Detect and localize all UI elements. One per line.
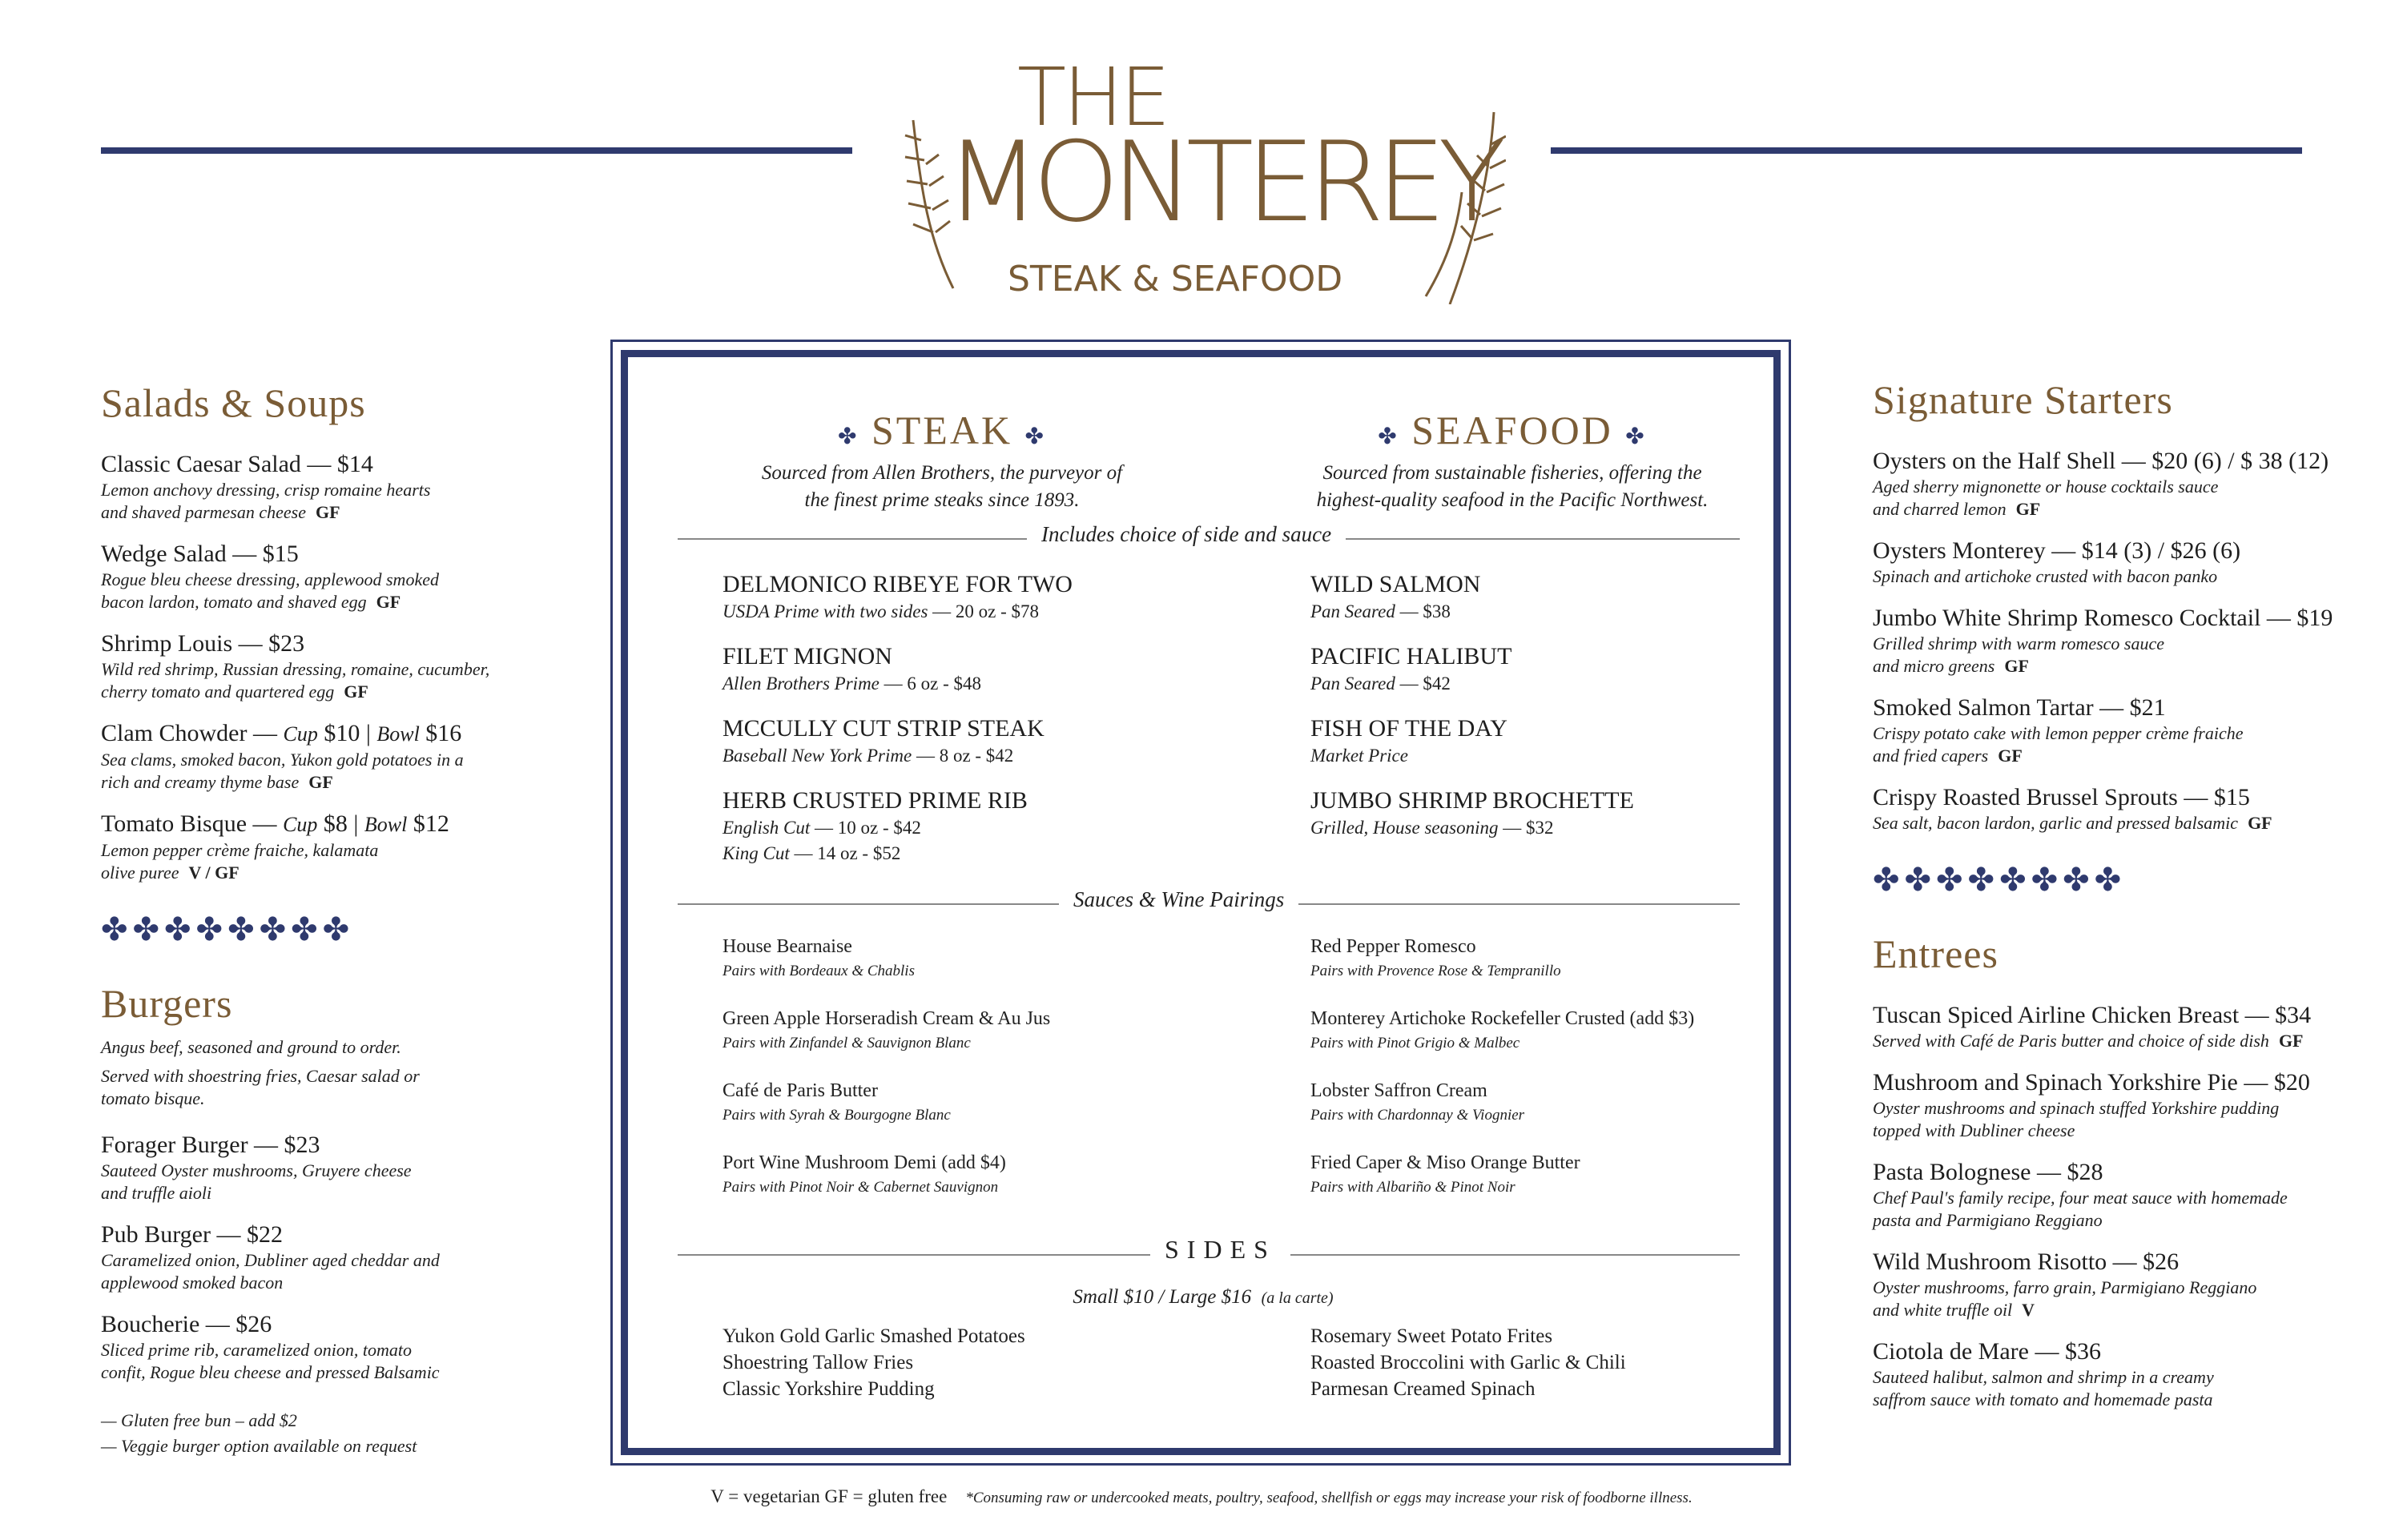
sauce-item: Café de Paris Butter Pairs with Syrah & Bourgogne Blanc — [723, 1080, 951, 1124]
menu-item: Oysters Monterey — $14 (3) / $26 (6) Spinach and artichoke crusted with bacon panko — [1873, 537, 2241, 586]
sauces-right-list — [1310, 934, 1759, 1222]
side-item: Parmesan Creamed Spinach — [1310, 1378, 1536, 1400]
menu-item: Forager Burger — $23 Sauteed Oyster mushrooms, Gruyere cheese and truffle aioli — [101, 1132, 412, 1203]
side-item: Yukon Gold Garlic Smashed Potatoes — [723, 1325, 1025, 1347]
seafood-item: FISH OF THE DAY Market Price — [1310, 715, 1507, 766]
logo-monterey: MONTEREY — [945, 118, 1498, 247]
menu-item: Pasta Bolognese — $28 Chef Paul's family recipe, four meat sauce with homemade pasta and Parmigiano Reggiano — [1873, 1159, 2288, 1230]
side-item: Rosemary Sweet Potato Frites — [1310, 1325, 1553, 1347]
menu-item: Shrimp Louis — $23 Wild red shrimp, Russian dressing, romaine, cucumber, cherry tomato and quartered egg GF — [101, 630, 490, 702]
salads-soups-title: Salads & Soups — [101, 380, 366, 425]
menu-item: Tuscan Spiced Airline Chicken Breast — $34 Served with Café de Paris butter and choice of side dish GF — [1873, 1002, 2312, 1051]
menu-item: Mushroom and Spinach Yorkshire Pie — $20 Oyster mushrooms and spinach stuffed Yorkshire pudding topped with Dubliner cheese — [1873, 1069, 2310, 1140]
header-rule-right — [1551, 147, 2302, 154]
entrees-title: Entrees — [1873, 931, 1998, 976]
menu-item: Jumbo White Shrimp Romesco Cocktail — $19 Grilled shrimp with warm romesco sauce and micro greens GF — [1873, 605, 2333, 676]
sauces-left-list — [723, 934, 1283, 1222]
sauce-item: Lobster Saffron Cream Pairs with Chardonnay & Viognier — [1310, 1080, 1525, 1124]
center-menu-inner — [621, 350, 1781, 1455]
menu-item: Smoked Salmon Tartar — $21 Crispy potato cake with lemon pepper crème fraiche and fried capers GF — [1873, 694, 2244, 766]
seafood-item: PACIFIC HALIBUT Pan Seared — $42 — [1310, 643, 1512, 694]
menu-item: Tomato Bisque — Cup $8 | Bowl $12 Lemon pepper crème fraiche, kalamata olive puree V / GF — [101, 810, 449, 883]
seafood-subtitle: Sourced from sustainable fisheries, offering the highest-quality seafood in the Pacific Northwest. — [1316, 462, 1709, 511]
steak-item: FILET MIGNON Allen Brothers Prime — 6 oz - $48 — [723, 643, 982, 694]
sides-label: SIDES — [1150, 1235, 1290, 1265]
logo-the: THE — [1017, 50, 1168, 144]
menu-item: Classic Caesar Salad — $14 Lemon anchovy dressing, crisp romaine hearts and shaved parmesan cheese GF — [101, 451, 431, 522]
sauce-item: Monterey Artichoke Rockefeller Crusted (add $3) Pairs with Pinot Grigio & Malbec — [1310, 1008, 1695, 1051]
sides-price: Small $10 / Large $16 (a la carte) — [1073, 1286, 1334, 1308]
seafood-title: ✤ SEAFOOD ✤ — [1378, 408, 1647, 452]
footer — [0, 1486, 2403, 1507]
menu-item: Wild Mushroom Risotto — $26 Oyster mushrooms, farro grain, Parmigiano Reggiano and white truffle oil V — [1873, 1248, 2257, 1320]
steak-item: MCCULLY CUT STRIP STEAK Baseball New York Prime — 8 oz - $42 — [723, 715, 1045, 766]
menu-item: Ciotola de Mare — $36 Sauteed halibut, salmon and shrimp in a creamy saffrom sauce with tomato and homemade pasta — [1873, 1338, 2214, 1409]
steak-item: DELMONICO RIBEYE FOR TWO USDA Prime with two sides — 20 oz - $78 — [723, 571, 1073, 621]
sauce-item: Fried Caper & Miso Orange Butter Pairs with Albariño & Pinot Noir — [1310, 1152, 1580, 1196]
menu-item: Oysters on the Half Shell — $20 (6) / $ 38 (12) Aged sherry mignonette or house cocktails sauce and charred lemon GF — [1873, 448, 2329, 519]
menu-item: Boucherie — $26 Sliced prime rib, caramelized onion, tomato confit, Rogue bleu cheese and pressed Balsamic — [101, 1311, 440, 1382]
right-column — [1873, 376, 2369, 1427]
seafood-item: WILD SALMON Pan Seared — $38 — [1310, 571, 1481, 621]
food-warning: *Consuming raw or undercooked meats, poultry, seafood, shellfish or eggs may increase your risk of foodborne illness. — [965, 1490, 1693, 1506]
sauce-item: House Bearnaise Pairs with Bordeaux & Chablis — [723, 936, 915, 979]
side-item: Shoestring Tallow Fries — [723, 1352, 914, 1373]
left-column: Salads & Soups Classic Caesar Salad — $14 Lemon anchovy dressing, crisp romaine hearts and shaved parmesan cheese GF Wedge Salad — $15 Rogue bleu cheese dressing, applewood smoked bacon lardon, tomato and shaved egg GF Shrimp Louis — $23 Wild red shrimp, Russian dressing, romaine, cucumber, cherry tomato and quartered egg GF Clam Chowder — Cup $10 | Bowl $16 Sea clams, smoked bacon, Yukon gold potatoes in a rich and creamy thyme base GF Tomato Bisque — Cup $8 | Bowl $12 Lemon pepper crème fraiche, kalamata olive puree V / GF ✤✤✤✤✤✤✤✤ Burgers Angus beef, seasoned and ground to order. Served with shoestring fries, Caesar salad or tomato bisque. Forager Burger — $23 Sauteed Oyster mushrooms, Gruyere cheese and truffle aioli Pub Burger — $22 Caramelized onion, Dubliner aged cheddar and applewood smoked bacon Boucherie — $26 Sliced prime rib, caramelized onion, tomato confit, Rogue bleu cheese and pressed Balsamic — Gluten free bun – add $2 — Veggie burger option available on request — [101, 380, 549, 1459]
menu-item: Clam Chowder — Cup $10 | Bowl $16 Sea clams, smoked bacon, Yukon gold potatoes in a rich and creamy thyme base GF — [101, 720, 464, 792]
menu-item: Crispy Roasted Brussel Sprouts — $15 Sea salt, bacon lardon, garlic and pressed balsamic GF — [1873, 784, 2272, 833]
menu-item: Pub Burger — $22 Caramelized onion, Dubliner aged cheddar and applewood smoked bacon — [101, 1221, 440, 1293]
clover-divider: ✤✤✤✤✤✤✤✤ — [101, 911, 355, 948]
includes-label: Includes choice of side and sauce — [1027, 522, 1346, 547]
header-rule-left — [101, 147, 852, 154]
menu-item: Wedge Salad — $15 Rogue bleu cheese dressing, applewood smoked bacon lardon, tomato and shaved egg GF — [101, 541, 439, 612]
sauce-item: Red Pepper Romesco Pairs with Provence Rose & Tempranillo — [1310, 936, 1561, 979]
seafood-list — [1310, 570, 1743, 858]
logo-subtitle: STEAK & SEAFOOD — [1008, 259, 1343, 300]
steak-list — [723, 570, 1219, 884]
dietary-legend: V = vegetarian GF = gluten free — [710, 1486, 948, 1506]
sides-right-list — [1310, 1323, 1759, 1402]
side-item: Classic Yorkshire Pudding — [723, 1378, 935, 1400]
sides-left-list — [723, 1323, 1283, 1402]
steak-title: ✤ STEAK ✤ — [837, 408, 1047, 452]
steak-item: HERB CRUSTED PRIME RIB English Cut — 10 oz - $42 King Cut — 14 oz - $52 — [723, 787, 1028, 863]
burger-note: — Veggie burger option available on request — [101, 1436, 417, 1456]
sauces-label: Sauces & Wine Pairings — [1059, 887, 1298, 912]
center-menu-box — [610, 340, 1791, 1466]
clover-divider: ✤✤✤✤✤✤✤✤ — [1873, 862, 2127, 899]
sauce-item: Port Wine Mushroom Demi (add $4) Pairs with Pinot Noir & Cabernet Sauvignon — [723, 1152, 1006, 1196]
seafood-item: JUMBO SHRIMP BROCHETTE Grilled, House seasoning — $32 — [1310, 787, 1634, 838]
restaurant-logo — [897, 32, 1506, 304]
burgers-intro: Angus beef, seasoned and ground to order. — [101, 1037, 401, 1057]
side-item: Roasted Broccolini with Garlic & Chili — [1310, 1352, 1626, 1373]
burgers-title: Burgers — [101, 981, 233, 1026]
starters-title: Signature Starters — [1873, 377, 2173, 422]
burger-note: — Gluten free bun – add $2 — [101, 1410, 297, 1430]
steak-subtitle: Sourced from Allen Brothers, the purveyor of the finest prime steaks since 1893. — [761, 462, 1123, 511]
sauce-item: Green Apple Horseradish Cream & Au Jus Pairs with Zinfandel & Sauvignon Blanc — [723, 1008, 1051, 1051]
